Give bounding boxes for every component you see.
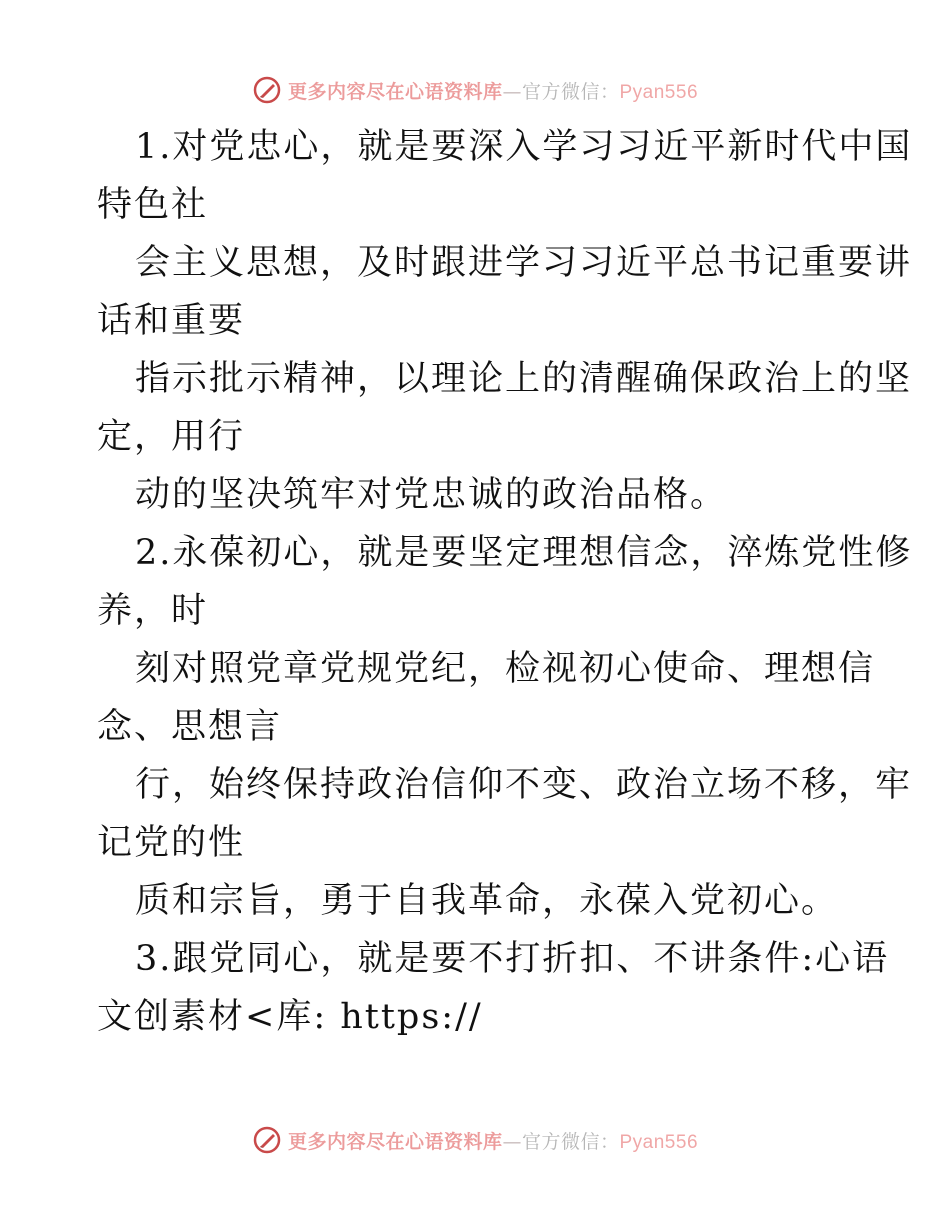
text-line: 刻对照党章党规党纪，检视初心使命、理想信: [135, 649, 876, 689]
text-line: 3.跟党同心，就是要不打折扣、不讲条件:心语: [135, 939, 890, 979]
text-line: 话和重要: [97, 301, 246, 341]
watermark-account: Pyan556: [619, 81, 699, 103]
document-body: [97, 118, 913, 1046]
text-line: 特色社: [97, 185, 209, 225]
text-line: 1.对党忠心，就是要深入学习习近平新时代中国: [135, 127, 913, 167]
text-line: 念、思想言: [97, 707, 283, 747]
text-line: 动的坚决筑牢对党忠诚的政治品格。: [135, 475, 728, 515]
footer-watermark: [0, 1120, 950, 1160]
watermark-text: [288, 77, 698, 104]
text-line: 指示批示精神，以理论上的清醒确保政治上的坚: [135, 359, 913, 399]
text-line: 养，时: [97, 591, 209, 631]
watermark-wechat-label: 官方微信：: [521, 1130, 620, 1153]
watermark-brand: 更多内容尽在心语资料库: [287, 1130, 503, 1153]
quill-pen-logo-icon: [252, 1125, 282, 1155]
watermark-text: [288, 1127, 698, 1154]
watermark-account: Pyan556: [619, 1131, 699, 1153]
quill-pen-logo-icon: [252, 75, 282, 105]
text-line: 会主义思想，及时跟进学习习近平总书记重要讲: [135, 243, 913, 283]
text-line: 质和宗旨，勇于自我革命，永葆入党初心。: [135, 881, 839, 921]
text-line: 2.永葆初心，就是要坚定理想信念，淬炼党性修: [135, 533, 913, 573]
header-watermark: [0, 70, 950, 110]
text-line: 记党的性: [97, 823, 246, 863]
watermark-brand: 更多内容尽在心语资料库: [287, 80, 503, 103]
text-line: 行，始终保持政治信仰不变、政治立场不移，牢: [135, 765, 913, 805]
watermark-separator: —: [502, 80, 522, 103]
text-line: 定，用行: [97, 417, 246, 457]
watermark-separator: —: [502, 1130, 522, 1153]
watermark-wechat-label: 官方微信：: [521, 80, 620, 103]
text-line: 文创素材<库: https://: [97, 997, 483, 1037]
